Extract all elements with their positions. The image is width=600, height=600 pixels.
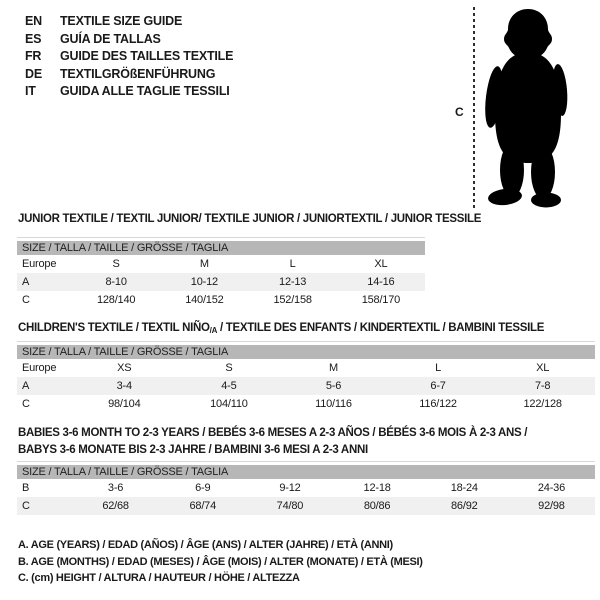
lang-title: TEXTILGRÖßENFÜHRUNG (60, 66, 216, 81)
lang-code: IT (25, 84, 36, 98)
table-cell: S (225, 362, 233, 374)
table-cell: 158/170 (361, 294, 401, 306)
table-cell: 74/80 (276, 500, 304, 512)
table-cell: 152/158 (273, 294, 312, 306)
row-label: C (22, 500, 30, 512)
babies-size-table (17, 461, 595, 515)
children-title-text: / TEXTILE DES ENFANTS / KINDERTEXTIL / BAMBINI TESSILE (217, 322, 545, 334)
row-label: A (22, 276, 30, 288)
table-cell: 7-8 (535, 380, 551, 392)
lang-code: DE (25, 66, 42, 81)
table-row-height (17, 497, 595, 515)
lang-row-en (25, 13, 233, 31)
row-label: Europe (22, 362, 57, 374)
lang-code: EN (25, 14, 42, 28)
children-title-text: CHILDREN'S TEXTILE / TEXTIL NIÑO (18, 322, 210, 334)
children-title-subscript: /A (209, 326, 218, 335)
language-header (25, 13, 233, 101)
table-row-age (17, 273, 425, 291)
junior-size-table (17, 237, 425, 309)
size-header-bar: SIZE / TALLA / TAILLE / GRÖSSE / TAGLIA (17, 345, 595, 359)
children-section-title (18, 322, 544, 335)
table-cell: 5-6 (325, 380, 342, 392)
table-cell: 10-12 (190, 276, 218, 288)
table-cell: M (199, 258, 209, 270)
table-cell: 12-18 (363, 482, 391, 494)
table-cell: XL (536, 362, 550, 374)
lang-title: GUIDE DES TAILLES TEXTILE (60, 49, 234, 63)
table-cell: M (329, 362, 338, 374)
table-row-height (17, 291, 425, 309)
table-cell: XL (374, 258, 388, 270)
table-row-europe (17, 255, 425, 273)
children-size-table (17, 341, 595, 413)
lang-title: GUÍA DE TALLAS (60, 31, 161, 46)
row-label: B (22, 482, 30, 494)
row-label: Europe (22, 258, 57, 270)
table-cell: 3-6 (107, 482, 124, 494)
table-top-rule (17, 461, 595, 462)
junior-section-title: JUNIOR TEXTILE / TEXTIL JUNIOR/ TEXTILE JUNIOR / JUNIORTEXTIL / JUNIOR TESSILE (18, 213, 482, 225)
table-cell: 80/86 (363, 500, 391, 512)
note-height-cm: C. (cm) HEIGHT / ALTURA / HAUTEUR / HÖHE / ALTEZZA (18, 572, 300, 584)
table-cell: 8-10 (105, 276, 127, 288)
babies-title-line1: BABIES 3-6 MONTH TO 2-3 YEARS / BEBÉS 3-6 MESES A 2-3 AÑOS / BÉBÉS 3-6 MOIS À 2-3 ANS / (18, 427, 528, 439)
table-cell: 3-4 (116, 380, 132, 392)
table-cell: 116/122 (419, 398, 457, 410)
table-cell: 110/116 (315, 398, 352, 410)
lang-row-es (25, 31, 233, 49)
row-label: C (22, 398, 30, 410)
note-age-years: A. AGE (YEARS) / EDAD (AÑOS) / ÂGE (ANS) / ALTER (JAHRE) / ETÀ (ANNI) (18, 539, 393, 551)
table-row-height (17, 395, 595, 413)
table-cell: 12-13 (279, 276, 307, 288)
table-cell: 122/128 (523, 398, 562, 410)
size-header-bar: SIZE / TALLA / TAILLE / GRÖSSE / TAGLIA (17, 241, 425, 255)
table-cell: XS (117, 362, 132, 374)
legend-notes (18, 537, 423, 587)
table-row-age (17, 377, 595, 395)
table-cell: 6-9 (195, 482, 211, 494)
table-cell: 128/140 (96, 294, 136, 306)
table-cell: 86/92 (451, 500, 478, 512)
table-cell: 92/98 (538, 500, 565, 512)
table-cell: S (112, 258, 120, 270)
height-measure-label: C (455, 105, 464, 119)
lang-title: GUIDA ALLE TAGLIE TESSILI (60, 84, 230, 98)
table-cell: 14-16 (367, 276, 395, 288)
lang-title: TEXTILE SIZE GUIDE (60, 14, 183, 28)
babies-title-line2: BABYS 3-6 MONATE BIS 2-3 JAHRE / BAMBINI 3-6 MESI A 2-3 ANNI (18, 444, 368, 456)
lang-code: ES (25, 31, 42, 46)
table-row-age-months (17, 479, 595, 497)
row-label: A (22, 380, 30, 392)
table-row-europe (17, 359, 595, 377)
table-cell: L (435, 362, 442, 374)
lang-row-de (25, 66, 233, 84)
babies-section-title (18, 425, 527, 459)
lang-row-fr (25, 48, 233, 66)
table-cell: 140/152 (185, 294, 224, 306)
row-label: C (22, 294, 30, 306)
table-cell: 9-12 (279, 482, 301, 494)
table-top-rule (17, 341, 595, 342)
table-cell: 18-24 (450, 482, 478, 494)
table-cell: 6-7 (430, 380, 446, 392)
table-cell: 24-36 (537, 482, 566, 494)
table-cell: 68/74 (189, 500, 217, 512)
table-cell: L (289, 258, 296, 270)
lang-code: FR (25, 49, 42, 63)
table-cell: 4-5 (221, 380, 237, 392)
size-header-bar: SIZE / TALLA / TAILLE / GRÖSSE / TAGLIA (17, 465, 595, 479)
note-age-months: B. AGE (MONTHS) / EDAD (MESES) / ÂGE (MOIS) / ALTER (MONATE) / ETÀ (MESI) (18, 555, 423, 568)
lang-row-it (25, 83, 233, 101)
height-measure-line (473, 7, 475, 208)
table-cell: 98/104 (108, 398, 141, 410)
table-top-rule (17, 237, 425, 238)
table-cell: 62/68 (102, 500, 129, 512)
table-cell: 104/110 (210, 398, 248, 410)
toddler-silhouette-icon (483, 4, 590, 209)
